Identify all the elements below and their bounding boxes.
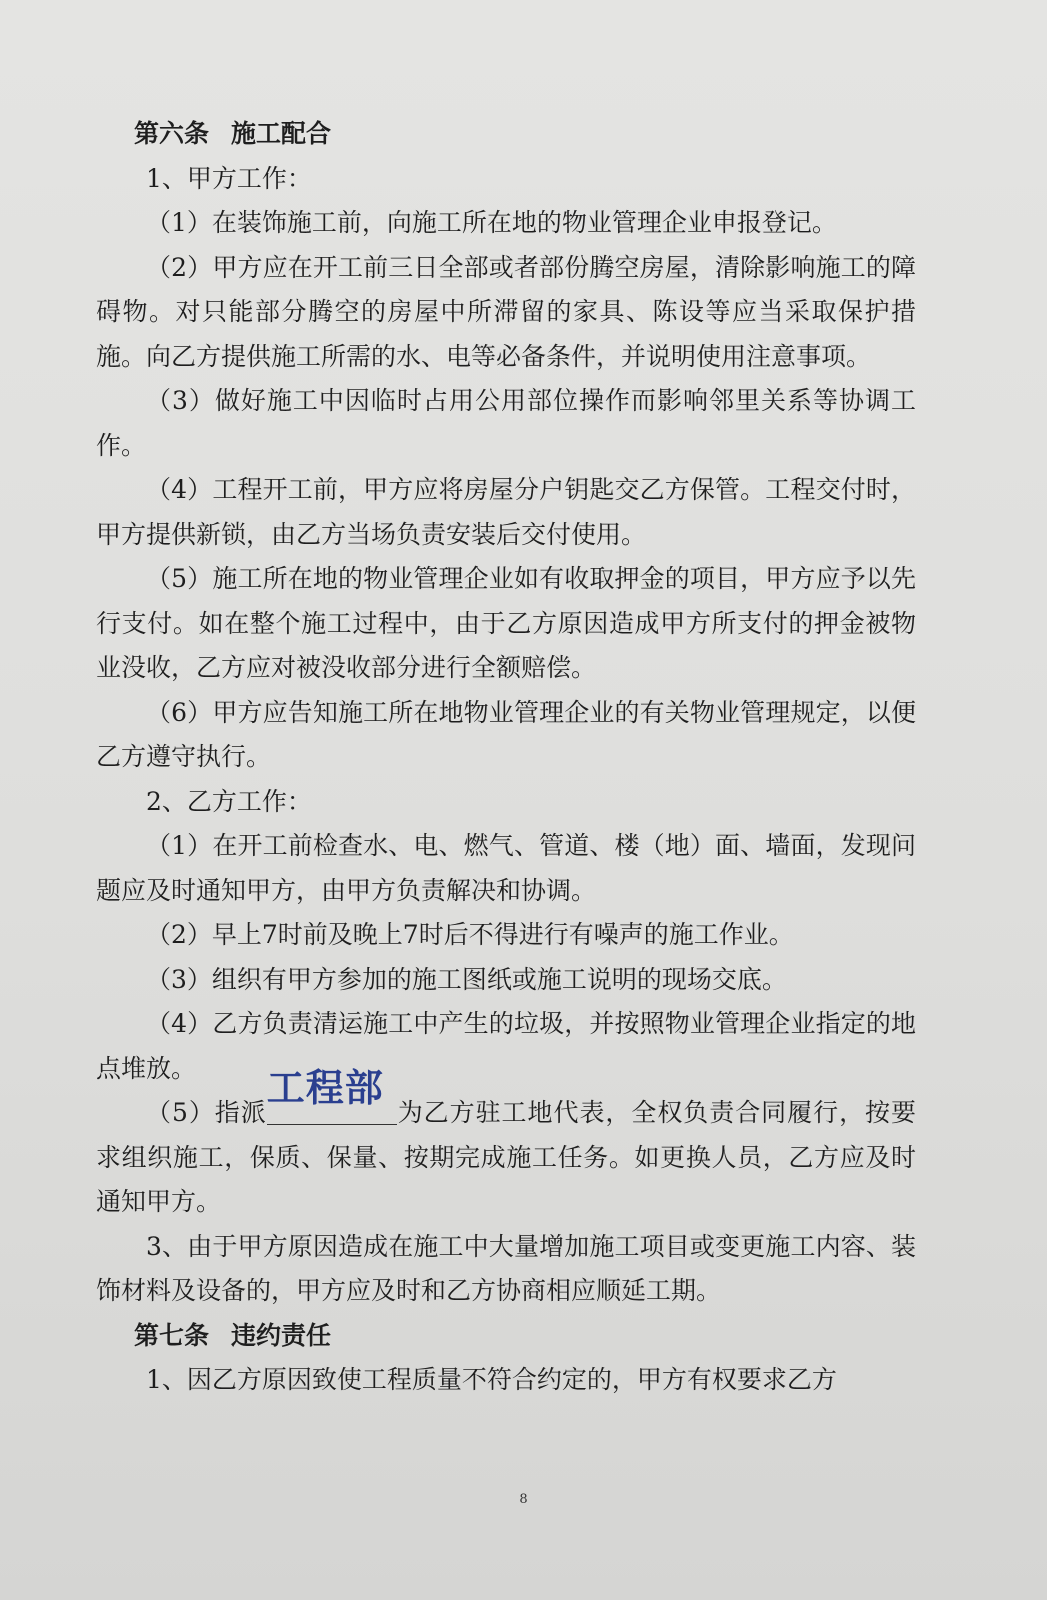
document-body (96, 112, 916, 1403)
article7-clause-1: 1、因乙方原因致使工程质量不符合约定的，甲方有权要求乙方 (146, 1365, 837, 1394)
page-number: 8 (519, 1492, 528, 1507)
party-b-item-2: （2）早上7时前及晚上7时后不得进行有噪声的施工作业。 (146, 920, 794, 949)
party-b-item-3: （3）组织有甲方参加的施工图纸或施工说明的现场交底。 (146, 964, 787, 994)
article6-heading (134, 112, 916, 157)
party-b-item-4: （4）乙方负责清运施工中产生的垃圾，并按照物业管理企业指定的地点堆放。 (96, 1009, 916, 1083)
party-a-item-2: （2）甲方应在开工前三日全部或者部份腾空房屋，清除影响施工的障碍物。对只能部分腾空的房屋中所滞留的家具、陈设等应当采取保护措施。向乙方提供施工所需的水、电等必备条件，并说明使用注意事项。 (96, 252, 916, 371)
representative-stamp: 工程部 (266, 1066, 384, 1110)
party-a-item-5: （5）施工所在地的物业管理企业如有收取押金的项目，甲方应予以先行支付。如在整个施工过程中，由于乙方原因造成甲方所支付的押金被物业没收，乙方应对被没收部分进行全额赔偿。 (96, 564, 916, 682)
clause-3: 3、由于甲方原因造成在施工中大量增加施工项目或变更施工内容、装饰材料及设备的，甲方应及时和乙方协商相应顺延工期。 (96, 1231, 916, 1305)
article6-subtitle: 施工配合 (231, 119, 332, 148)
party-a-item-3: （3）做好施工中因临时占用公用部位操作而影响邻里关系等协调工作。 (96, 386, 916, 460)
article7-heading (134, 1314, 916, 1359)
item5-suffix: 为乙方驻工地代表，全权负责合同履行，按要求组织施工，保质、保量、按期完成施工任务。如更换人员，乙方应及时通知甲方。 (96, 1098, 916, 1216)
party-a-item-4: （4）工程开工前，甲方应将房屋分户钥匙交乙方保管。工程交付时，甲方提供新锁，由乙方当场负责安装后交付使用。 (96, 475, 916, 549)
party-b-item-5 (96, 1066, 916, 1225)
article7-subtitle: 违约责任 (231, 1320, 332, 1350)
party-b-item-1: （1）在开工前检查水、电、燃气、管道、楼（地）面、墙面，发现问题应及时通知甲方，由甲方负责解决和协调。 (96, 831, 916, 905)
representative-blank (266, 1066, 397, 1125)
party-b-heading: 2、乙方工作： (146, 786, 312, 816)
item5-prefix: （5）指派 (146, 1098, 267, 1127)
article6-title: 第六条 (134, 119, 210, 148)
party-a-item-1: （1）在装饰施工前，向施工所在地的物业管理企业申报登记。 (146, 208, 837, 237)
party-a-item-6: （6）甲方应告知施工所在地物业管理企业的有关物业管理规定，以便乙方遵守执行。 (96, 697, 916, 771)
party-a-heading: 1、甲方工作： (146, 163, 312, 193)
article7-title: 第七条 (134, 1320, 210, 1350)
